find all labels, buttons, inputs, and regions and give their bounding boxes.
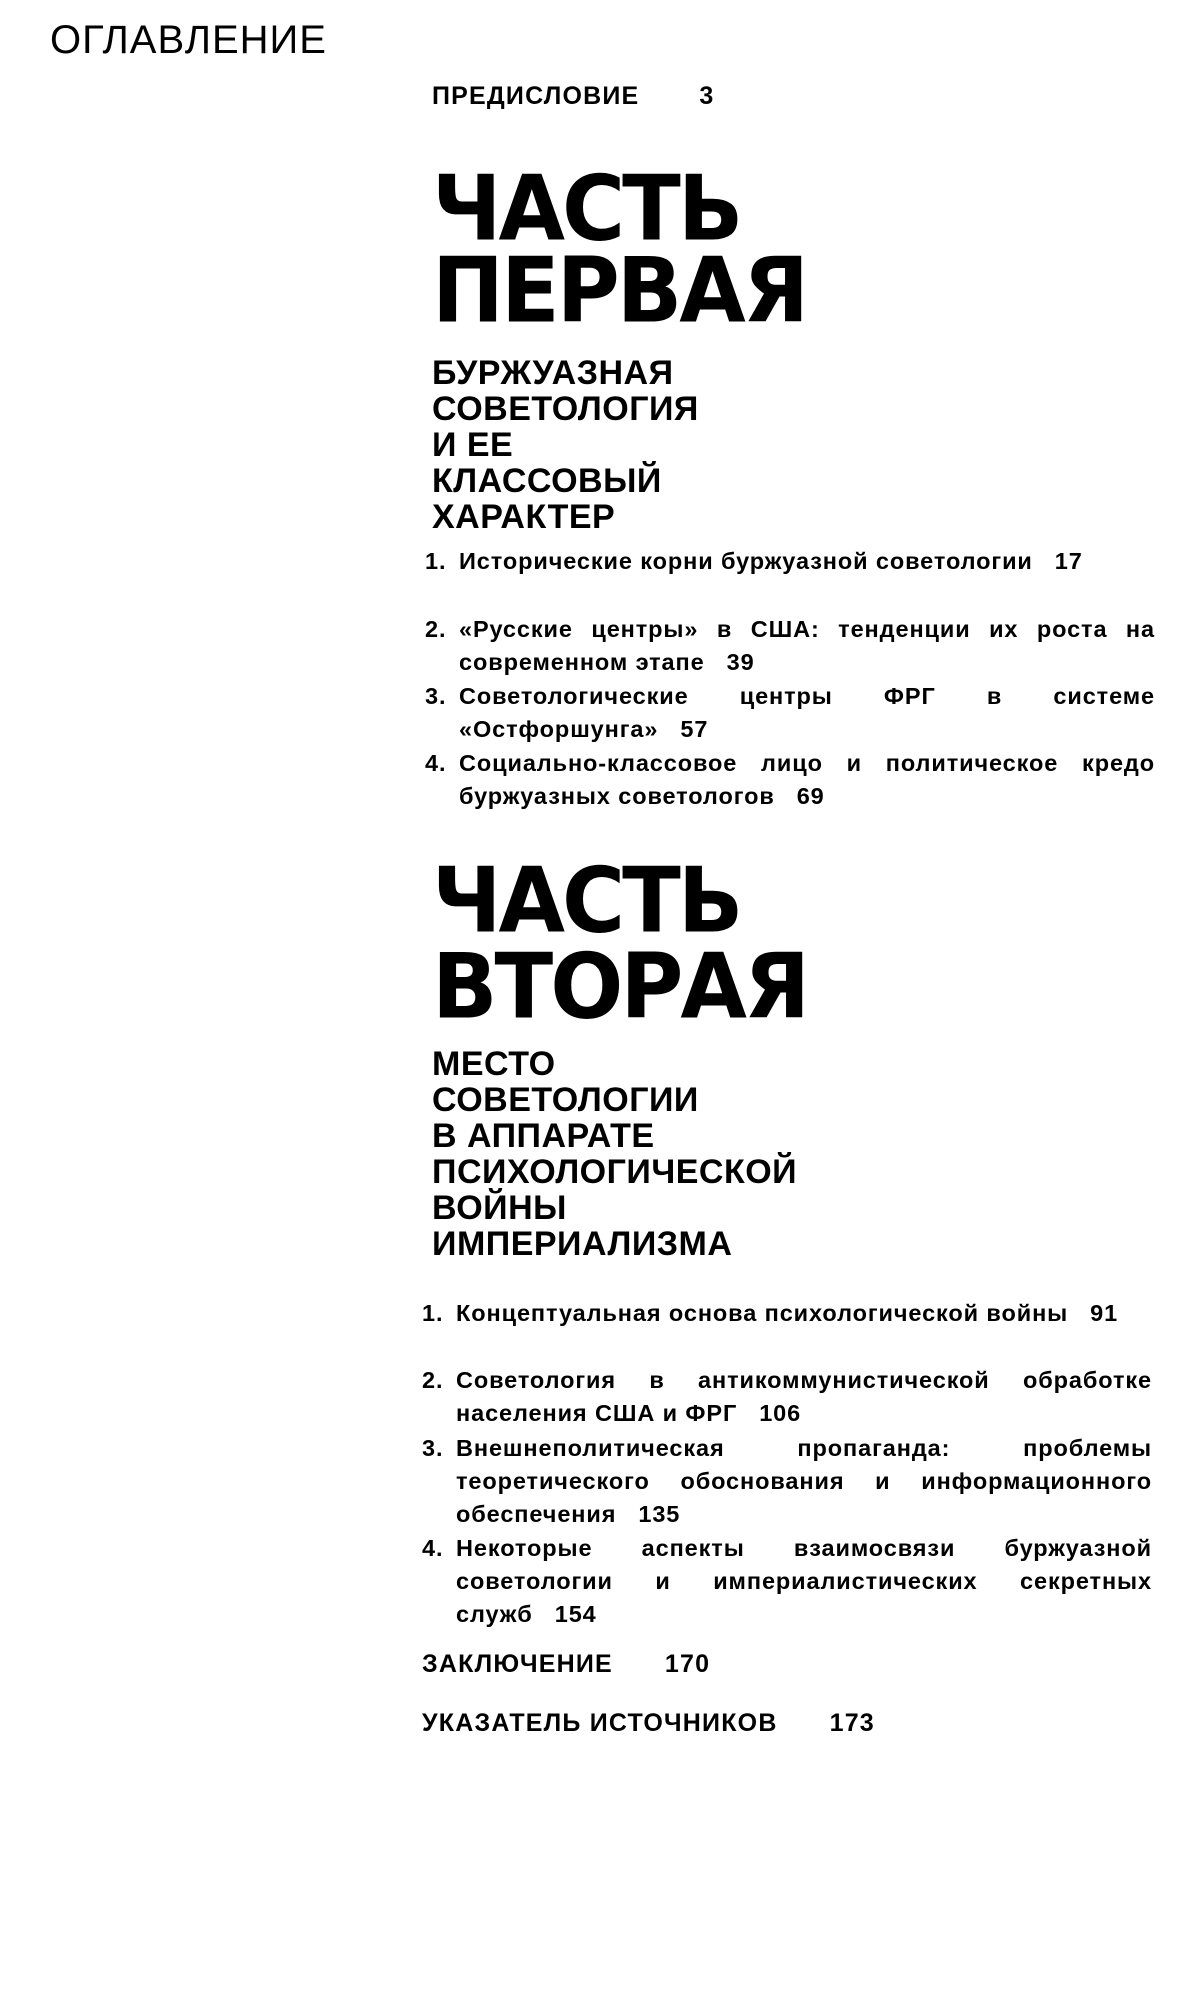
preface-page: 3 [699,82,715,110]
part1-title-line: КЛАССОВЫЙ [432,462,662,500]
toc-preface [432,82,715,111]
conclusion-label: ЗАКЛЮЧЕНИЕ [422,1650,613,1678]
chapter-number: 3. [425,683,447,709]
part1-word2: ПЕРВАЯ [432,238,807,344]
chapter-page: 39 [726,649,755,675]
preface-label: ПРЕДИСЛОВИЕ [432,82,640,110]
part1-chapter-3 [425,680,1155,746]
part2-title-line: В АППАРАТЕ [432,1117,655,1155]
conclusion-page: 170 [664,1650,711,1678]
sources-page: 173 [829,1709,875,1737]
chapter-title: Советологические центры ФРГ в системе «Остфоршунга» [459,683,1155,742]
part2-title-line: ПСИХОЛОГИЧЕСКОЙ [432,1153,798,1191]
chapter-page: 17 [1054,548,1083,574]
chapter-page: 91 [1090,1300,1119,1326]
chapter-title: Советология в антикоммунистической обработке населения США и ФРГ [456,1367,1152,1426]
chapter-page: 57 [680,716,709,742]
page-title: ОГЛАВЛЕНИЕ [50,18,327,62]
part2-title-line: СОВЕТОЛОГИИ [432,1081,699,1119]
part2-title-line: ВОЙНЫ [432,1189,567,1227]
part1-chapter-1 [425,545,1155,578]
sources-label: УКАЗАТЕЛЬ ИСТОЧНИКОВ [422,1709,778,1737]
part1-title [432,355,699,535]
part2-title [432,1046,797,1262]
chapter-page: 106 [759,1400,802,1426]
part2-title-line: ИМПЕРИАЛИЗМА [432,1225,733,1263]
chapter-number: 1. [422,1300,444,1326]
part1-title-line: ХАРАКТЕР [432,498,616,536]
chapter-number: 4. [425,750,447,776]
chapter-number: 2. [422,1367,444,1393]
part1-title-line: БУРЖУАЗНАЯ [432,354,674,392]
part1-title-line: И ЕЕ [432,426,514,464]
chapter-page: 154 [554,1601,597,1627]
chapter-page: 135 [638,1501,681,1527]
chapter-number: 2. [425,616,447,642]
part2-word2: ВТОРАЯ [432,934,808,1040]
chapter-number: 1. [425,548,447,574]
part2-chapter-4 [422,1532,1152,1631]
part2-chapter-1 [422,1297,1152,1330]
chapter-title: Концептуальная основа психологической войны [456,1300,1069,1326]
chapter-page: 69 [796,783,825,809]
chapter-title: Исторические корни буржуазной советологии [459,548,1033,574]
chapter-title: «Русские центры» в США: тенденции их роста на современном этапе [459,616,1155,675]
toc-sources [422,1709,875,1738]
part2-chapter-3 [422,1432,1152,1531]
chapter-title: Внешнеполитическая пропаганда: проблемы теоретического обоснования и информационного обеспечения [456,1435,1152,1527]
chapter-title: Социально-классовое лицо и политическое кредо буржуазных советологов [459,750,1155,809]
part1-chapter-2 [425,613,1155,679]
chapter-title: Некоторые аспекты взаимосвязи буржуазной советологии и империалистических секретных служб [456,1535,1152,1627]
part1-chapter-4 [425,747,1155,813]
part2-chapter-2 [422,1364,1152,1430]
part2-title-line: МЕСТО [432,1045,556,1083]
chapter-number: 3. [422,1435,444,1461]
part2-word1: ЧАСТЬ [432,848,741,954]
part1-title-line: СОВЕТОЛОГИЯ [432,390,699,428]
chapter-number: 4. [422,1535,444,1561]
part1-word1: ЧАСТЬ [432,156,741,262]
toc-conclusion [422,1650,710,1679]
